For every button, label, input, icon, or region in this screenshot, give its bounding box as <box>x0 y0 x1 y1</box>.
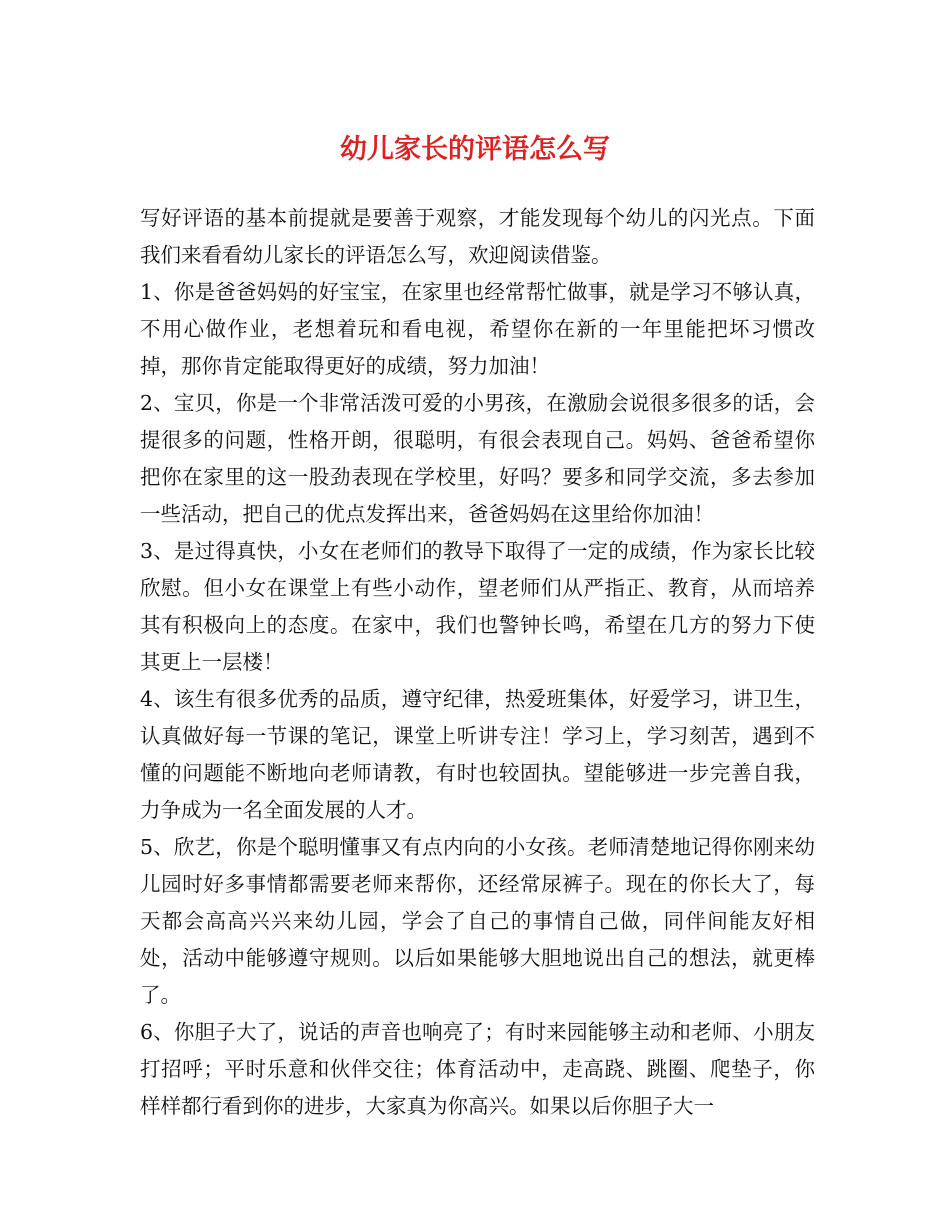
document-body <box>140 200 815 1125</box>
comment-paragraph-6: 6、你胆子大了，说话的声音也响亮了；有时来园能够主动和老师、小朋友打招呼；平时乐意和伙伴交往；体育活动中，走高跷、跳圈、爬垫子，你样样都行看到你的进步，大家真为你高兴。如果以后你胆子大一 <box>140 1020 815 1118</box>
comment-paragraph-2: 2、宝贝，你是一个非常活泼可爱的小男孩，在激励会说很多很多的话，会提很多的问题，性格开朗，很聪明，有很会表现自己。妈妈、爸爸希望你把你在家里的这一股劲表现在学校里，好吗？要多和同学交流，多去参加一些活动，把自己的优点发挥出来，爸爸妈妈在这里给你加油！ <box>140 391 815 526</box>
comment-paragraph-1: 1、你是爸爸妈妈的好宝宝，在家里也经常帮忙做事，就是学习不够认真，不用心做作业，老想着玩和看电视，希望你在新的一年里能把坏习惯改掉，那你肯定能取得更好的成绩，努力加油！ <box>140 280 815 378</box>
comment-paragraph-5: 5、欣艺，你是个聪明懂事又有点内向的小女孩。老师清楚地记得你刚来幼儿园时好多事情都需要老师来帮你，还经常尿裤子。现在的你长大了，每天都会高高兴兴来幼儿园，学会了自己的事情自己做，同伴间能友好相处，活动中能够遵守规则。以后如果能够大胆地说出自己的想法，就更棒了。 <box>140 835 815 1007</box>
document-title: 幼儿家长的评语怎么写 <box>340 134 610 165</box>
comment-paragraph-3: 3、是过得真快，小女在老师们的教导下取得了一定的成绩，作为家长比较欣慰。但小女在课堂上有些小动作，望老师们从严指正、教育，从而培养其有积极向上的态度。在家中，我们也警钟长鸣，希望在几方的努力下使其更上一层楼！ <box>140 539 815 674</box>
intro-paragraph: 写好评语的基本前提就是要善于观察，才能发现每个幼儿的闪光点。下面我们来看看幼儿家长的评语怎么写，欢迎阅读借鉴。 <box>140 206 815 267</box>
comment-paragraph-4: 4、该生有很多优秀的品质，遵守纪律，热爱班集体，好爱学习，讲卫生，认真做好每一节课的笔记，课堂上听讲专注！学习上，学习刻苦，遇到不懂的问题能不断地向老师请教，有时也较固执。望能够进一步完善自我，力争成为一名全面发展的人才。 <box>140 687 815 822</box>
